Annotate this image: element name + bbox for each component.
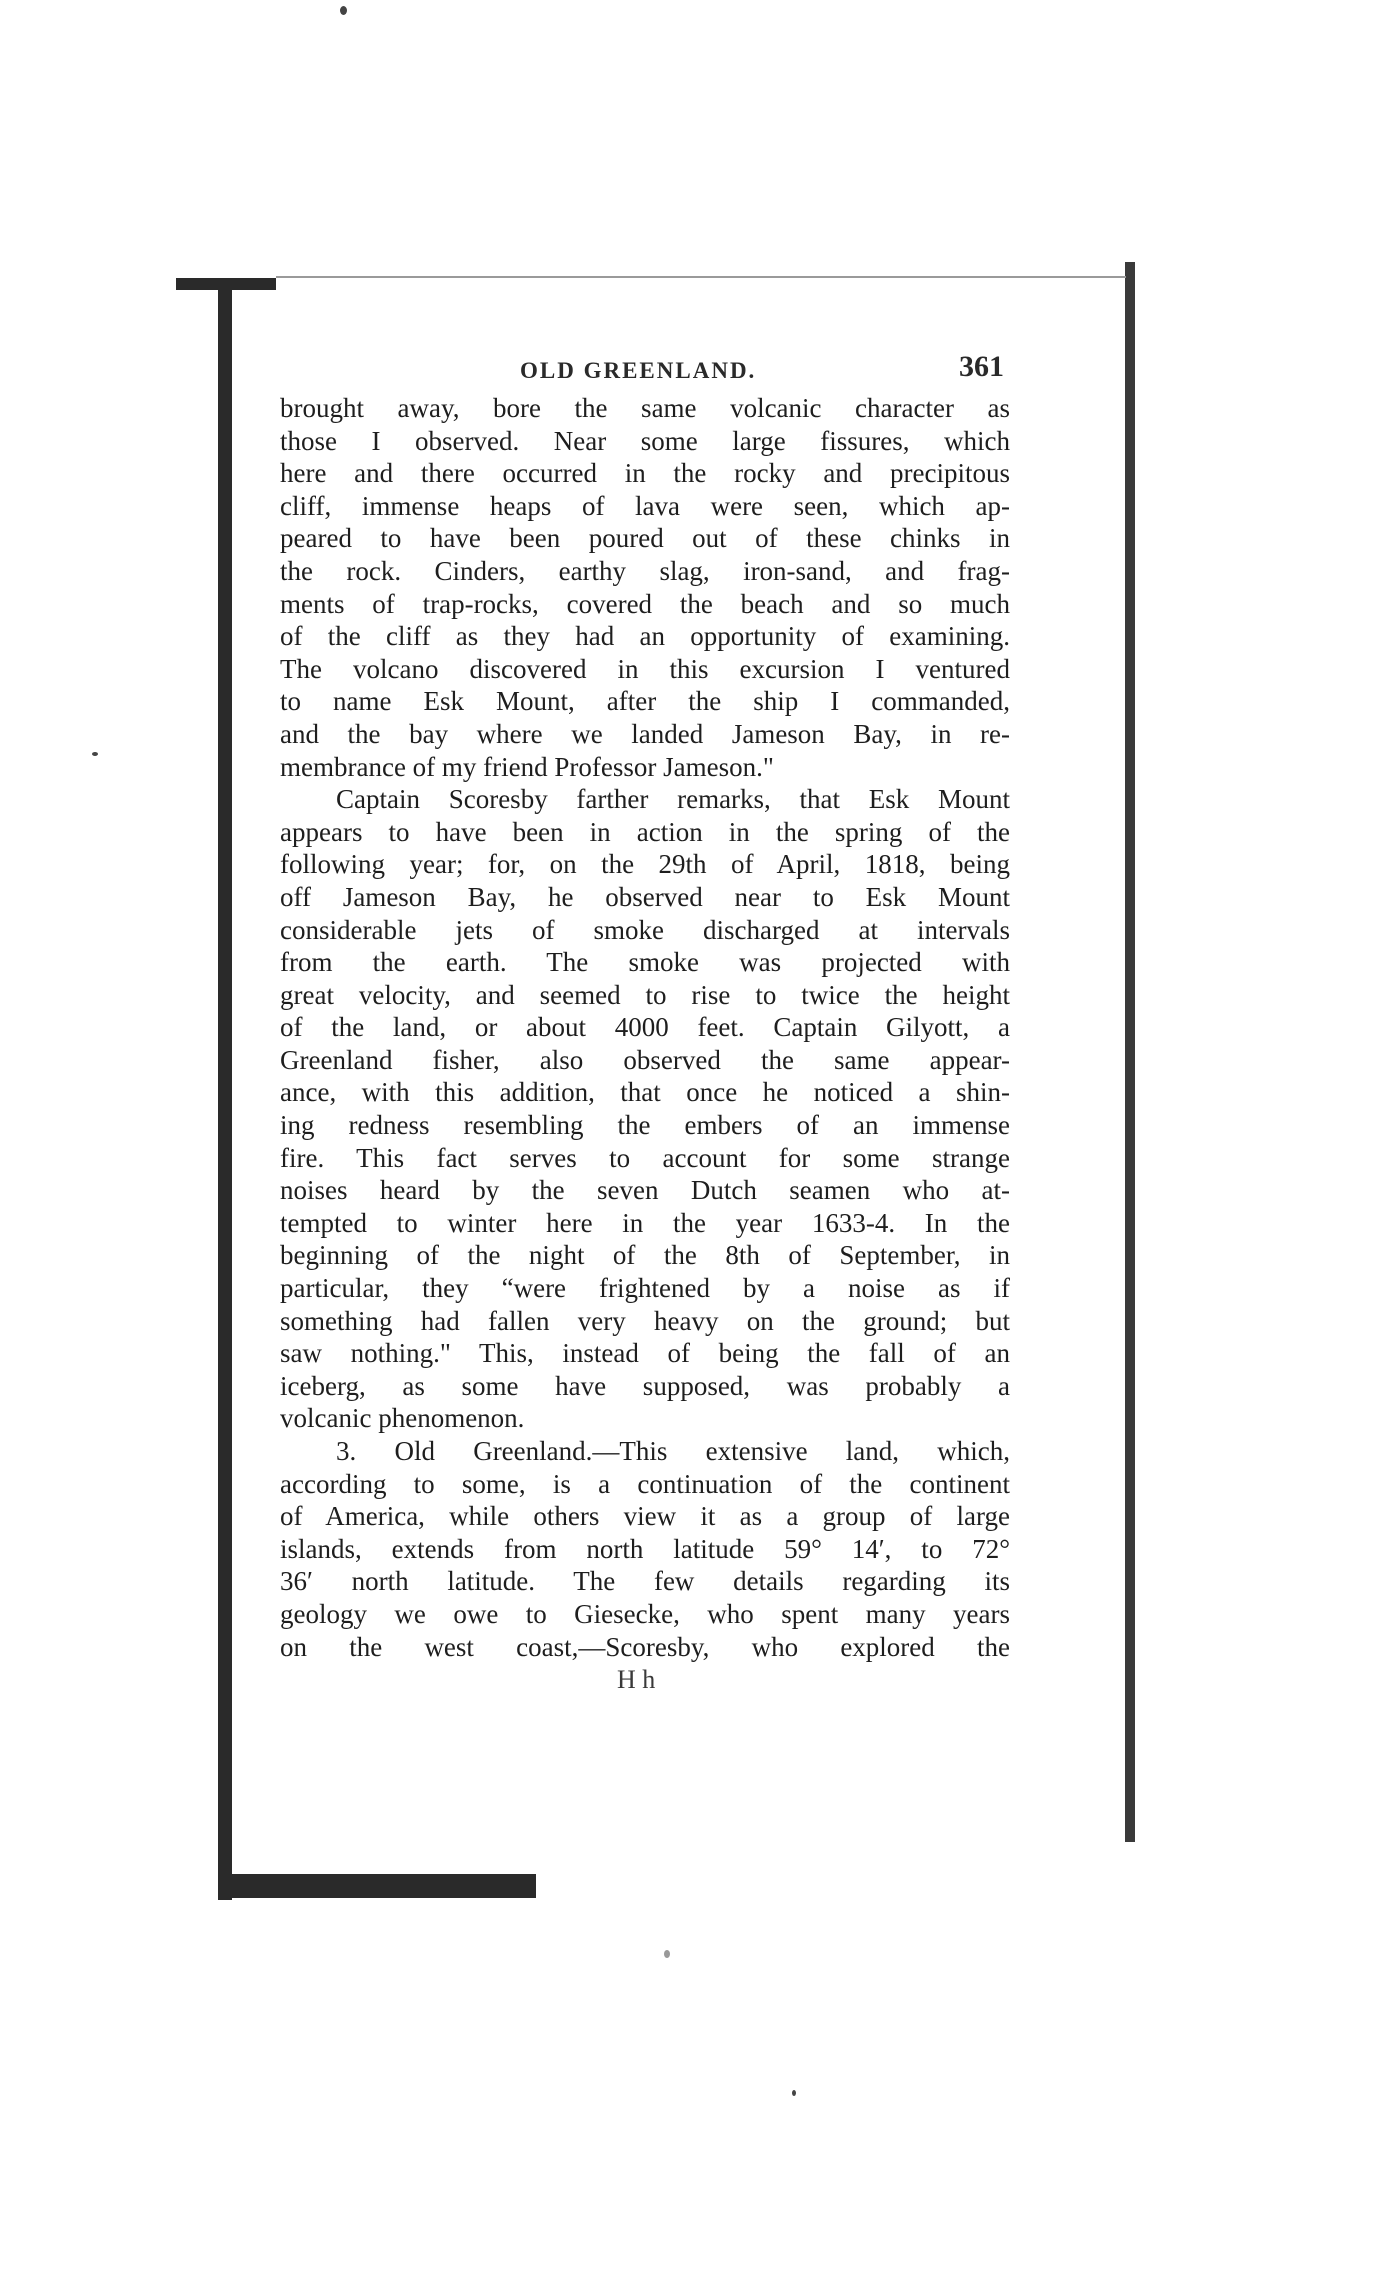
text-line: something had fallen very heavy on the ground; but: [280, 1305, 1010, 1336]
text-line: on the west coast,—Scoresby, who explored the: [280, 1631, 1010, 1662]
signature-mark: H h: [617, 1665, 656, 1695]
text-line: saw nothing." This, instead of being the fall of an: [280, 1338, 1010, 1369]
text-line: great velocity, and seemed to rise to twice the height: [280, 979, 1010, 1010]
text-line: off Jameson Bay, he observed near to Esk Mount: [280, 881, 1010, 912]
text-line: 3. Old Greenland.—This extensive land, which,: [336, 1436, 1010, 1466]
page-edge-mark: [218, 1874, 536, 1898]
text-line: those I observed. Near some large fissures, which: [280, 425, 1010, 456]
text-line: tempted to winter here in the year 1633-4. In the: [280, 1207, 1010, 1238]
text-line: Captain Scoresby farther remarks, that Esk Mount: [336, 784, 1010, 815]
text-line: ance, with this addition, that once he noticed a shin-: [280, 1077, 1010, 1108]
text-line: to name Esk Mount, after the ship I commanded,: [280, 686, 1010, 717]
text-line: of America, while others view it as a group of large: [280, 1501, 1010, 1532]
scan-speck: [664, 1950, 670, 1958]
text-line: fire. This fact serves to account for some strange: [280, 1142, 1010, 1173]
text-line: brought away, bore the same volcanic character as: [280, 393, 1010, 423]
text-line: following year; for, on the 29th of April, 1818, being: [280, 849, 1010, 880]
text-line: The volcano discovered in this excursion I ventured: [280, 653, 1010, 684]
text-line: iceberg, as some have supposed, was probably a: [280, 1370, 1010, 1401]
text-line: considerable jets of smoke discharged at intervals: [280, 914, 1010, 945]
text-line: ing redness resembling the embers of an immense: [280, 1110, 1010, 1141]
scan-speck: [792, 2090, 796, 2096]
text-line: peared to have been poured out of these chinks in: [280, 523, 1010, 554]
scan-speck: [340, 6, 347, 15]
text-line: and the bay where we landed Jameson Bay, in re-: [280, 718, 1010, 749]
text-line: volcanic phenomenon.: [280, 1403, 525, 1434]
text-line: from the earth. The smoke was projected with: [280, 947, 1010, 978]
page-edge-mark: [276, 276, 1126, 278]
text-line: particular, they “were frightened by a noise as if: [280, 1273, 1010, 1304]
text-line: according to some, is a continuation of the continent: [280, 1468, 1010, 1499]
text-line: noises heard by the seven Dutch seamen who at-: [280, 1175, 1010, 1206]
text-line: Greenland fisher, also observed the same appear-: [280, 1044, 1010, 1075]
page-header: [280, 340, 1010, 392]
text-line: membrance of my friend Professor Jameson.": [280, 751, 774, 782]
text-line: geology we owe to Giesecke, who spent many years: [280, 1598, 1010, 1629]
page-edge-mark: [1125, 262, 1135, 1842]
text-line: ments of trap-rocks, covered the beach and so much: [280, 588, 1010, 619]
text-line: islands, extends from north latitude 59° 14′, to 72°: [280, 1533, 1010, 1564]
text-line: the rock. Cinders, earthy slag, iron-sand, and frag-: [280, 555, 1010, 586]
text-line: cliff, immense heaps of lava were seen, which ap-: [280, 490, 1010, 521]
page-edge-mark: [218, 282, 232, 1900]
running-title: OLD GREENLAND.: [520, 358, 757, 383]
text-line: 36′ north latitude. The few details regarding its: [280, 1566, 1010, 1597]
text-line: beginning of the night of the 8th of September, in: [280, 1240, 1010, 1271]
page-text: [280, 340, 1010, 1697]
body-text: [280, 392, 1010, 1663]
text-line: of the cliff as they had an opportunity of examining.: [280, 621, 1010, 652]
scan-speck: [92, 752, 98, 756]
text-line: here and there occurred in the rocky and precipitous: [280, 458, 1010, 489]
text-line: appears to have been in action in the spring of the: [280, 816, 1010, 847]
text-line: of the land, or about 4000 feet. Captain Gilyott, a: [280, 1012, 1010, 1043]
page-number: 361: [959, 350, 1004, 383]
